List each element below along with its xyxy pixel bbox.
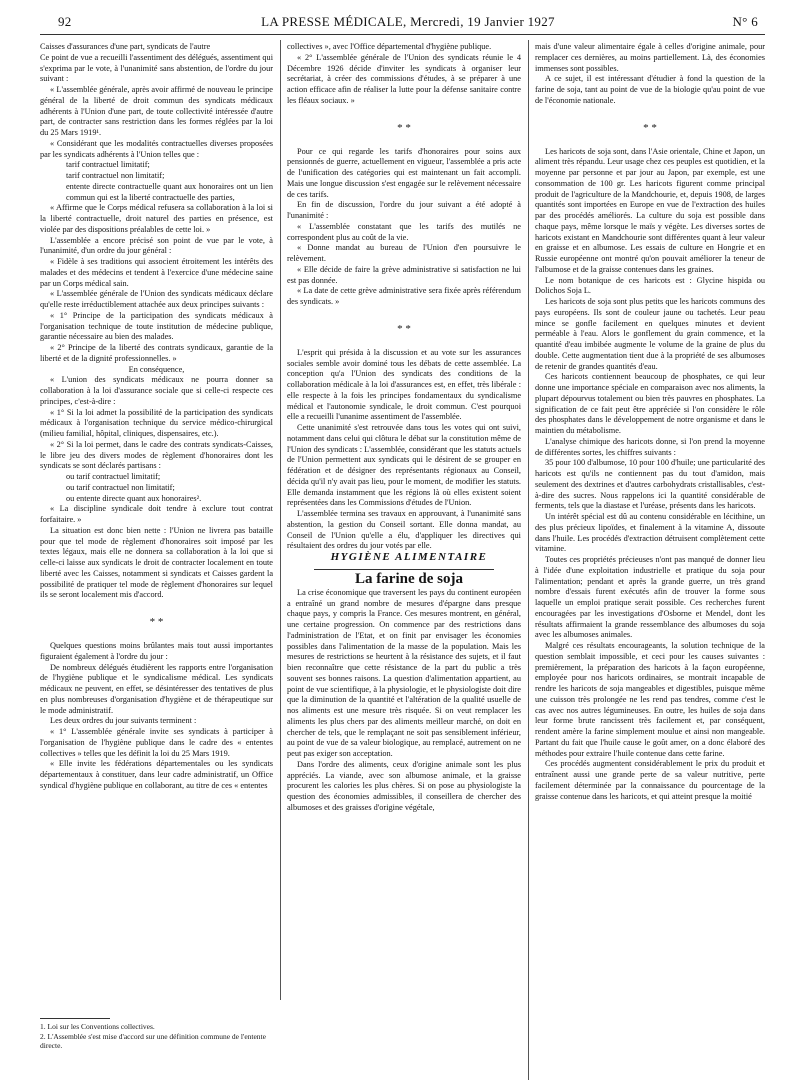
page-header [58, 14, 758, 30]
section-stars [287, 324, 521, 334]
column-3 [535, 42, 765, 1082]
paragraph: Les haricots de soja sont plus petits que les haricots communs des pays européens. Ils sont de couleur jaune ou tachetés. Leur peau mince se gonfle facilement en quelques minutes et devient perméable à l'eau. Alors le gonflement du grain commence, et la quantité d'eau imbibée augmente le volume de la graine de plus du double. Cette augmentation tient due à la propriété de ses albumoses de retenir de grandes quantités d'eau. [535, 297, 765, 371]
paragraph: « La discipline syndicale doit tendre à exclure tout contrat forfaitaire. » [40, 504, 273, 524]
paragraph: « 1° Si la loi admet la possibilité de la participation des syndicats médicaux à l'organisation technique du service médico-chirurgical (milieu familial, hôpital, cliniques, dispensaires, etc.). [40, 407, 273, 438]
paragraph: Ce point de vue a recueilli l'assentiment des délégués, assentiment qui s'exprima par le vote, à l'unanimité sans abstention, de l'ordre du jour suivant : [40, 52, 273, 84]
header-rule [40, 34, 765, 35]
paragraph: Malgré ces résultats encourageants, la solution technique de la question semblait impossible, et ceci pour les causes suivantes : premièrement, la préparation des haricots à la façon européenne, employée pour nos haricots ordinaires, se montrait incapable de rendre les haricots de soja mangeables et digestibles, puisque même une cuisson très prolongée ne les rend pas tendres, comme c'est le cas avec nos autres légumineuses. En outre, les huiles de soja dans leur forme brute rancissent très facilement et, par conséquent, rendent amère la farine simplement moulue et ainsi non mangeable. Partant du fait que l'huile cause le goût amer, on a donc élaboré des méthodes pour extraire l'huile contenue dans cette farine. [535, 641, 765, 758]
paragraph: mais d'une valeur alimentaire égale à celles d'origine animale, pour remplacer ces dernières, au moins partiellement. Là, des économies immenses sont possibles. [535, 42, 765, 73]
article-title: La farine de soja [355, 570, 463, 587]
paragraph: Ces haricots contiennent beaucoup de phosphates, ce qui leur donne une importance spéciale en comparaison avec nos aliments, la plupart dépourvus totalement ou bien très pauvres en phosphates. La signification de ce fait peut être appréciée si l'on considère le rôle des phosphates dans le développement de notre organisme et dans le maintien du métabolisme. [535, 372, 765, 435]
paragraph: La situation est donc bien nette : l'Union ne livrera pas bataille pour que tel mode de règlement d'honoraires soit imposé par les textes légaux, mais elle ne donnera sa collaboration à la loi que si celle-ci laisse aux syndicats le droit de contracter localement en toute liberté avec les Caisses, notamment si syndicats et Caisses gardent la possibilité de pratiquer tel mode de règlement d'honoraires sur lequel ils se seront localement mis d'accord. [40, 525, 273, 600]
paragraph: « L'assemblée générale de l'Union des syndicats médicaux déclare qu'elle reste irréductiblement attachée aux deux principes suivants : [40, 289, 273, 309]
paragraph: L'assemblée termina ses travaux en approuvant, à l'unanimité sans abstention, la gestion du Conseil sortant. Elle donna mandat, au Conseil de l'Union qu'elle a élu, d'appliquer les directives qui résultaient des ordres du jour votés par elle. [287, 509, 521, 551]
paragraph: « 2° Principe de la liberté des contrats syndicaux, garantie de la liberté et de la dignité professionnelles. » [40, 343, 273, 363]
paragraph: « 1° Principe de la participation des syndicats médicaux à l'organisation technique de toute institution de médecine publique, garantie nécessaire au bien des malades. [40, 310, 273, 342]
stars-glyph: * * [149, 616, 164, 628]
paragraph: 35 pour 100 d'albumose, 10 pour 100 d'huile; une particularité des haricots est qu'ils ne contiennent pas du tout d'amidon, mais seulement des dextrines et d'autres carbohydrats cristallisables, c'est-à-dire des sucres. Nous rappelons ici la quantité considérable de ferments, tels que la diastase et l'uréase, présents dans les haricots. [535, 458, 765, 511]
paragraph: « Affirme que le Corps médical refusera sa collaboration à la loi si la liberté contractuelle, droit naturel des parties en présence, est violée par des dispositions préalables de cette loi. » [40, 203, 273, 234]
paragraph: collectives », avec l'Office départemental d'hygiène publique. [287, 42, 492, 51]
paragraph: Les deux ordres du jour suivants terminent : [50, 716, 197, 726]
column-separator [528, 40, 529, 1080]
page-number: 92 [58, 14, 72, 29]
column-1 [40, 42, 273, 1042]
paragraph: L'esprit qui présida à la discussion et au vote sur les assurances sociales semble avoir dominé tous les débats de cette assemblée. La conception qu'a l'Union des syndicats des conditions de la collaboration médicale à la loi d'assurances est, en effet, très libérale : elle respecte à la fois les principes fondamentaux du syndicalisme médical et l'autonomie syndicale, le droit commun. C'est pourquoi elle a recueilli l'unanime assentiment de l'assemblée. [287, 347, 521, 422]
paragraph: Cette unanimité s'est retrouvée dans tous les votes qui ont suivi, notamment dans celui qui clôtura le débat sur la constitution même de l'Union des syndicats : L'assemblée, considérant que les statuts actuels de l'Union permettent aux syndicats qui le désirent de se grouper en fédération et de désigner des représentants régionaux au Conseil, décida qu'il n'y avait pas lieu, pour le moment, de modifier les statuts. Elle demanda instamment que les régions là où elles existent soient représentées dans les Commissions d'études de l'Union. [287, 423, 521, 508]
journal-title: LA PRESSE MÉDICALE, Mercredi, 19 Janvier 1927 [261, 14, 555, 29]
stars-glyph: * * [397, 322, 411, 335]
paragraph: « L'assemblée constatant que les tarifs des mutilés ne correspondent plus au coût de la vie. [287, 221, 521, 242]
paragraph: Les haricots de soja sont, dans l'Asie orientale, Chine et Japon, un aliment très répandu. Leur usage chez ces peuples est quotidien, et la moyenne par personne et par jour au Japon, par exemple, est une consommation de 100 gr. Les haricots figurent comme principal produit de l'agriculture de la Mandchourie, et, depuis 1908, de larges quantités sont importées en Europe en vue de l'extraction des huiles par des procédés améliorés. La culture du soja est possible dans chaque pays, même lorsque le maïs y végète. Les diverses sortes de haricots existant en Mandchourie sont différentes quant à leur valeur en graisse et en albumose. Les essais de culture en Hongrie et en Russie européenne ont montré qu'on pouvait améliorer la teneur de l'albumose et de la graisse contenues dans les graines. [535, 146, 765, 274]
column-separator [280, 40, 281, 1000]
paragraph: « Elle invite les fédérations départementales ou les syndicats départementaux à constituer, dans leur cadre administratif, un Office syndical d'hygiène publique en collaborant, au titre de ces « ententes [40, 759, 273, 790]
paragraph: L'analyse chimique des haricots donne, si l'on prend la moyenne de différentes sortes, les chiffres suivants : [535, 436, 765, 457]
paragraph: « 1° L'assemblée générale invite ses syndicats à participer à l'organisation de l'hygiène publique dans le cadre des « ententes collectives » telles que les définit la loi du 25 Mars 1919. [40, 727, 273, 758]
list-item: entente directe contractuelle quant aux honoraires ont un lien commun qui est la liberté contractuelle des parties, [66, 181, 273, 202]
paragraph: De nombreux délégués étudièrent les rapports entre l'organisation de l'hygiène publique et le syndicalisme médical. Les syndicats médicaux ne peuvent, en effet, se désintéresser des tentatives de plus en plus nombreuses d'organisation d'hygiène et de thérapeutique sur le mode administratif. [40, 662, 273, 715]
paragraph: Dans l'ordre des aliments, ceux d'origine animale sont les plus appréciés. La viande, avec son albumose animale, et la graisse procurent les calories les plus chères. Si on pose au physiologiste la question des économies admissibles, il conseillera de chercher des albumoses et des graisses d'origine végétale, [287, 759, 521, 812]
list-item: ou tarif contractuel non limitatif; [66, 482, 175, 492]
footnote: 1. Loi sur les Conventions collectives. [40, 1022, 155, 1031]
paragraph: Un intérêt spécial est dû au contenu considérable en lécithine, un des plus précieux lipoïdes, et finalement à la vitamine A, dissoute dans l'huile. Les procédés d'extraction détruisent complètement cette vitamine. [535, 512, 765, 554]
paragraph: « Fidèle à ses traditions qui associent étroitement les intérêts des malades et des médecins et tendent à l'exercice d'une médecine saine par un Corps médical sain. [40, 257, 273, 288]
paragraph: « 2° L'assemblée générale de l'Union des syndicats réunie le 4 Décembre 1926 décide d'inviter les syndicats à organiser leur secrétariat, à créer des commissions d'études, à se préparer à une action efficace afin de réaliser la lutte pour la défense sanitaire contre les fléaux sociaux. » [287, 52, 521, 105]
footnote: 2. L'Assemblée s'est mise d'accord sur une définition commune de l'entente directe. [40, 1031, 266, 1050]
paragraph: Caisses d'assurances d'une part, syndicats de l'autre [40, 42, 211, 51]
section-rubric: HYGIÈNE ALIMENTAIRE [330, 551, 488, 563]
list-item: tarif contractuel non limitatif; [66, 171, 165, 180]
footnote-rule [40, 1018, 110, 1019]
paragraph: En conséquence, [128, 364, 185, 374]
paragraph: « 2° Si la loi permet, dans le cadre des contrats syndicats-Caisses, le libre jeu des divers modes de règlement d'honoraires dont les syndicats se sont déclarés partisans : [40, 439, 273, 471]
paragraph: « L'union des syndicats médicaux ne pourra donner sa collaboration à la loi d'assurance sociale que si celle-ci respecte ces principes, c'est-à-dire : [40, 375, 273, 406]
stars-glyph: * * [643, 121, 657, 134]
paragraph: « L'assemblée générale, après avoir affirmé de nouveau le principe général de la liberté de droit commun des syndicats médicaux adhérents à l'Union d'une part, de toute collectivité intéressée d'autre part, de contracter sans restriction dans les formes réglées par la loi du 25 Mars 1919¹. [40, 85, 273, 137]
paragraph: « Donne mandat au bureau de l'Union d'en poursuivre le relèvement. [287, 243, 521, 263]
paragraph: Ces procédés augmentent considérablement le prix du produit et entraînent aussi une grande perte de sa valeur nutritive, perte facilement déterminée par la connaissance du pourcentage de la graisse contenue dans les haricots, et qui atteint presque la moitié [535, 759, 765, 801]
paragraph: Pour ce qui regarde les tarifs d'honoraires pour soins aux pensionnés de guerre, actuellement en vigueur, l'assemblée a pris acte de l'unification des catégories qui est maintenant un fait accompli. Mais une longue discussion s'est engagée sur le relèvement nécessaire de ces tarifs. [287, 146, 521, 199]
list-item: tarif contractuel limitatif; [66, 160, 150, 170]
paragraph: « Elle décide de faire la grève administrative si satisfaction ne lui est pas donnée. [287, 264, 521, 285]
paragraph: L'assemblée a encore précisé son point de vue par le vote, à l'unanimité, d'un ordre du jour général : [40, 235, 273, 256]
list-item: ou entente directe quant aux honoraires². [66, 493, 202, 503]
section-stars [535, 123, 765, 133]
footnotes [40, 1018, 273, 1051]
paragraph: A ce sujet, il est intéressant d'étudier à fond la question de la farine de soja, tant au point de vue de la biologie qu'au point de vue de l'économie nationale. [535, 74, 765, 105]
paragraph: Quelques questions moins brûlantes mais tout aussi importantes figuraient également à l'ordre du jour : [40, 641, 273, 661]
paragraph: « La date de cette grève administrative sera fixée après référendum des syndicats. » [287, 286, 521, 306]
section-stars [40, 617, 273, 627]
stars-glyph: * * [397, 121, 411, 134]
paragraph: « Considérant que les modalités contractuelles diverses proposées par les syndicats adhérents à l'Union telles que : [40, 138, 273, 159]
paragraph: En fin de discussion, l'ordre du jour suivant a été adopté à l'unanimité : [287, 200, 521, 220]
column-2 [287, 42, 521, 1042]
paragraph: Le nom botanique de ces haricots est : Glycine hispida ou Dolichos Soja L. [535, 275, 765, 296]
issue-number: N° 6 [732, 14, 758, 29]
paragraph: La crise économique que traversent les pays du continent européen a entraîné un grand nombre de mesures d'épargne dans presque chaque pays, y compris la France. Ces mesures montrent, en général, une certaine progression. On commence par des restrictions dans l'administration de l'Etat, et on finit par envisager les économies possibles dans l'alimentation de la masse de la population. Mais les mesures de restrictions se heurtent à la résistance des sujets, et il faut bien reconnaître que cette résistance de la part du public a très souvent ses bonnes raisons. La question d'alimentation appartient, au point de vue scientifique, à la physiologie, et le physiologiste doit dire que la diminution de la quantité et l'altération de la qualité usuelle de nos aliments est une mesure très risquée. Si on veut remplacer les aliments les plus chers par des aliments meilleur marché, on doit en chercher de tels, que le remplaçant ne soit pas sensiblement inférieur, au point de vue de sa valeur biologique, au remplacé, autrement on ne peut pas exiger son acceptation. [287, 587, 521, 758]
paragraph: Toutes ces propriétés précieuses n'ont pas manqué de donner lieu à l'idée d'une exploitation industrielle et pratique du soja pour l'alimentation; pendant et après la grande guerre, un très grand nombre d'essais furent exécutés afin de trouver la forme sous laquelle un emploi pratique serait possible. Ces recherches furent encouragées par les investigations d'Osborne et Mendel, dont les résultats affirmaient la grande ressemblance des albumoses du soja avec les albumoses animales. [535, 555, 765, 640]
list-item: ou tarif contractuel limitatif; [66, 472, 161, 481]
section-stars [287, 123, 521, 133]
